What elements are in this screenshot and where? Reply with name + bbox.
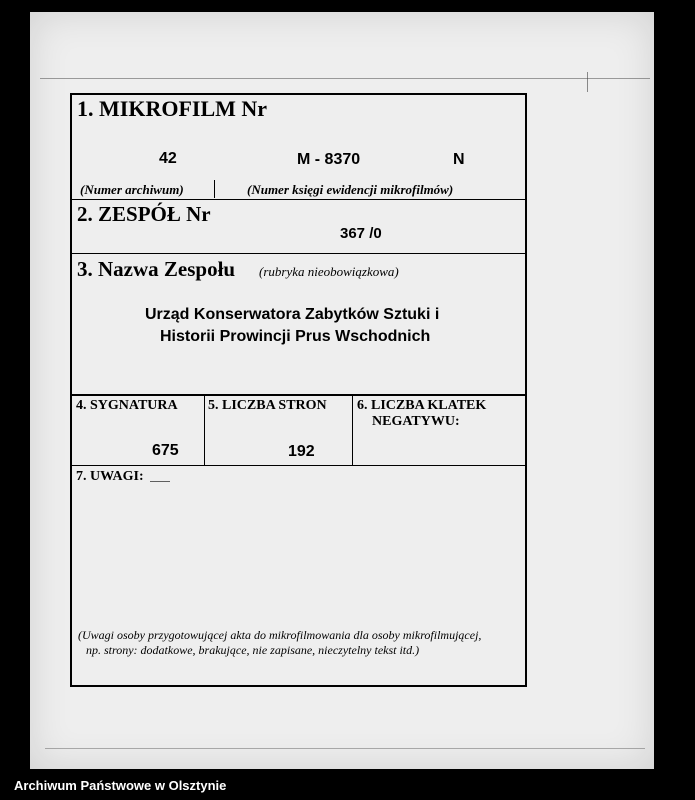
section2-value: 367 /0 — [340, 225, 382, 242]
divider-3 — [70, 394, 527, 396]
section3-note: (rubryka nieobowiązkowa) — [259, 264, 399, 279]
form-border-top — [70, 93, 527, 95]
section7-title: 7. UWAGI: — [76, 469, 144, 484]
uwagi-underline — [150, 481, 170, 482]
register-number-value: M - 8370 — [297, 151, 361, 168]
section2-title: 2. ZESPÓŁ Nr — [77, 202, 211, 226]
section4-value: 675 — [152, 442, 179, 459]
divider-4 — [70, 465, 527, 466]
scan-line — [45, 748, 645, 749]
section5-value: 192 — [288, 443, 315, 460]
archive-footer: Archiwum Państwowe w Olsztynie — [14, 778, 227, 793]
fonds-name-line2: Historii Prowincji Prus Wschodnich — [160, 328, 431, 345]
form-border-left — [70, 93, 72, 687]
section6-title-line1: 6. LICZBA KLATEK — [357, 398, 487, 413]
register-number-caption: (Numer księgi ewidencji mikrofilmów) — [247, 182, 454, 197]
scan-line — [40, 78, 650, 79]
divider-col-2 — [352, 395, 353, 466]
section4-title: 4. SYGNATURA — [76, 398, 178, 413]
archive-number-value: 42 — [159, 150, 177, 167]
section5-title: 5. LICZBA STRON — [208, 398, 327, 413]
section7-note-line1: (Uwagi osoby przygotowującej akta do mikrofilmowania dla osoby mikrofilmującej, — [78, 628, 482, 642]
divider-col-1 — [204, 395, 205, 466]
scan-line — [587, 72, 588, 92]
caption-separator — [214, 180, 215, 198]
archive-number-caption: (Numer archiwum) — [80, 182, 184, 197]
divider-2 — [70, 253, 527, 254]
register-letter-value: N — [453, 151, 465, 168]
fonds-name-line1: Urząd Konserwatora Zabytków Sztuki i — [145, 306, 440, 323]
form-border-right — [525, 93, 527, 687]
section3-title: 3. Nazwa Zespołu — [77, 257, 236, 281]
section7-note-line2: np. strony: dodatkowe, brakujące, nie zapisane, nieczytelny tekst itd.) — [86, 643, 420, 657]
section1-title: 1. MIKROFILM Nr — [77, 96, 268, 121]
divider-1 — [70, 199, 527, 200]
section6-title-line2: NEGATYWU: — [372, 414, 460, 429]
form-border-bottom — [70, 685, 527, 687]
